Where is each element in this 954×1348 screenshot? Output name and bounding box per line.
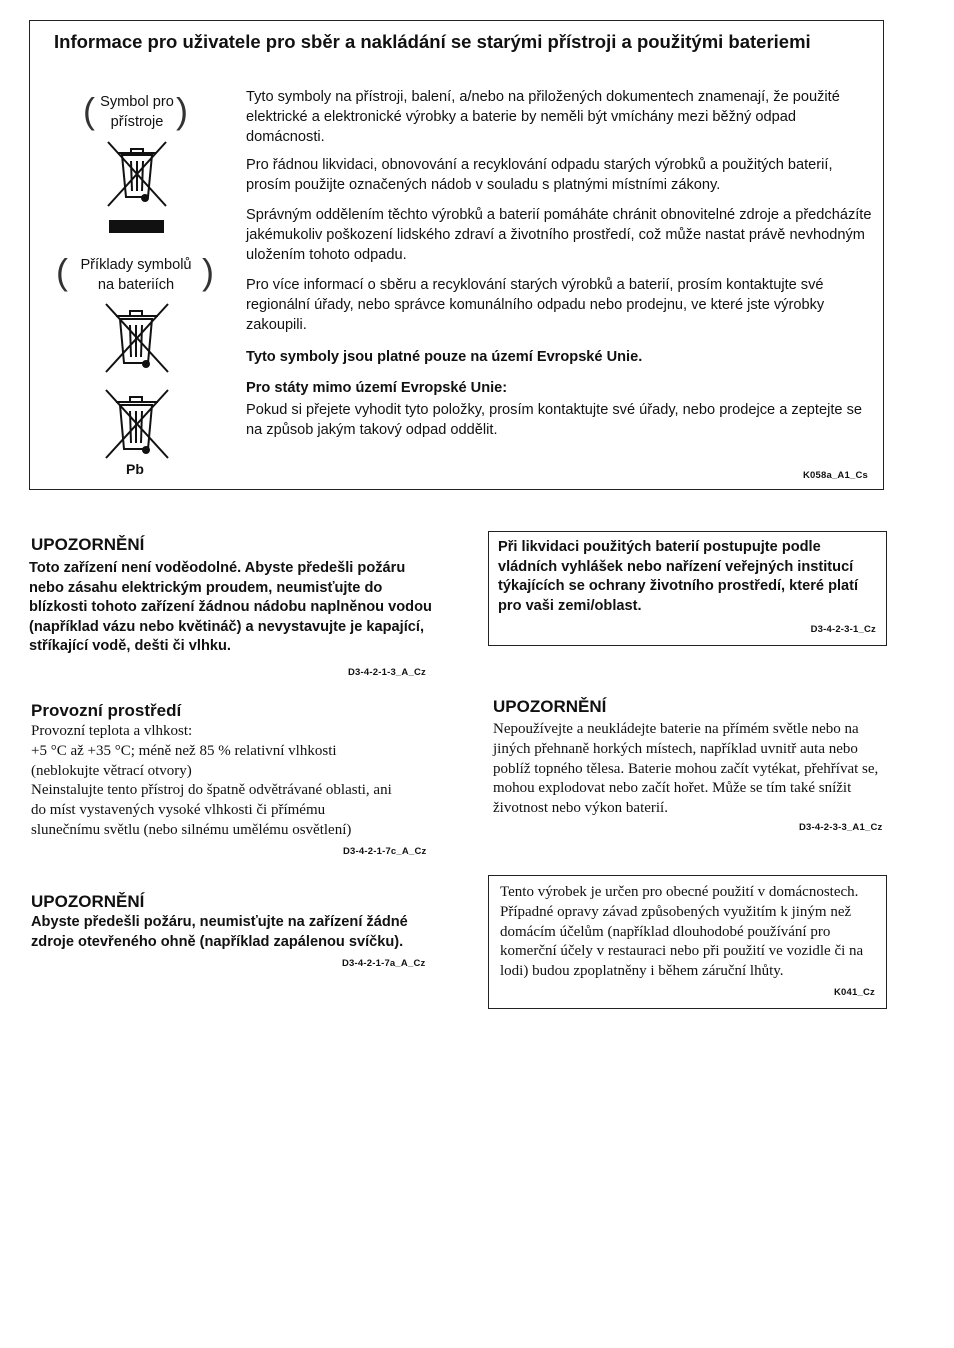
label-line: na bateriích [97,276,175,293]
crossed-out-wheelie-bin-icon [102,387,172,461]
paren-left: ( [83,90,95,131]
warning-1-code: D3-4-2-1-3_A_Cz [348,667,426,678]
warning-1-text: Toto zařízení není voděodolné. Abyste předešli požáru nebo zásahu elektrickým proudem, neumisťujte do blízkosti tohoto zařízení žádnou nádobu naplněnou vodou (například vázu nebo květináč) a nevystavujte je kapající, stříkající vodě, dešti či vlhku. [29,560,432,655]
warning-3-heading: UPOZORNĚNÍ [493,697,607,716]
info-paragraph-1: Tyto symboly na přístroji, balení, a/nebo na přiložených dokumentech znamenají, že použité elektrické a elektronické výrobky a baterie by neměli být vmíchány mezi běžný odpad domácnosti. [246,89,840,145]
usage-notice-box [488,875,887,1009]
warning-3-code: D3-4-2-3-3_A1_Cz [799,822,883,833]
environment-line: +5 °C až +35 °C; méně než 85 % relativní vlhkosti [31,742,337,759]
environment-line: (neblokujte větrací otvory) [31,762,192,779]
environment-text [31,722,441,841]
device-symbol-bar [109,220,164,233]
warning-2-text: Abyste předešli požáru, neumisťujte na zařízení žádné zdroje otevřeného ohně (například zapálenou svíčku). [31,914,408,950]
battery-disposal-text: Při likvidaci použitých baterií postupujte podle vládních vyhlášek nebo nařízení veřejných institucí týkajících se ochrany životního prostředí, které platí pro vaši zemi/oblast. [498,539,859,614]
warning-1-heading: UPOZORNĚNÍ [31,535,145,554]
warning-2-heading: UPOZORNĚNÍ [31,892,145,911]
pb-label: Pb [126,461,144,477]
label-line: Příklady symbolů [80,257,192,273]
paren-right: ) [202,251,214,292]
info-box-code: K058a_A1_Cs [802,470,868,481]
environment-line: slunečnímu světlu (nebo silnému umělému osvětlení) [31,821,352,838]
environment-heading: Provozní prostředí [31,701,182,720]
info-paragraph-3: Správným oddělením těchto výrobků a baterií pomáháte chránit obnovitelné zdroje a předcházíte jakémukoliv poškození lidského zdraví a životního prostředí, což může nastat právě nevhodným uložením tohoto odpadu. [246,207,872,263]
environment-code: D3-4-2-1-7c_A_Cz [343,846,427,857]
info-paragraph-5: Tyto symboly jsou platné pouze na území Evropské Unie. [246,349,643,365]
battery-symbol-label [64,256,208,295]
info-paragraph-2: Pro řádnou likvidaci, obnovování a recyklování odpadu starých výrobků a použitých baterií, prosím použijte označených nádob v souladu s platnými místními zákony. [246,157,833,193]
environment-line: Neinstalujte tento přístroj do špatně odvětrávané oblasti, ani [31,782,392,799]
warning-2-code: D3-4-2-1-7a_A_Cz [342,958,426,969]
usage-notice-text: Tento výrobek je určen pro obecné použití v domácnostech. Případné opravy závad způsobených využitím k jiným než domácím účelům (například dlouhodobé používání pro komerční účely v restauraci nebo při použití ve vozidle či na lodi) budou zpoplatněny i během záruční lhůty. [500,884,864,980]
info-paragraph-4: Pro více informací o sběru a recyklování starých výrobků a baterií, prosím kontaktujte své regionální úřady, nebo správce komunálního odpadu nebo prodejnu, ve které jste výrobky zakoupili. [246,277,825,333]
crossed-out-wheelie-bin-icon [104,139,170,209]
info-box-title: Informace pro uživatele pro sběr a nakládání se starými přístroji a použitými bateriemi [54,31,811,52]
device-symbol-label [88,90,188,132]
paren-right: ) [176,90,188,131]
warning-3-text: Nepoužívejte a neukládejte baterie na přímém světle nebo na jiných přehnaně horkých místech, například uvnitř auta nebo poblíž topného tělesa. Baterie mohou začít vytékat, přehřívat se, mohou explodovat nebo začít hořet. Může se tím také snížit životnost nebo výkon baterií. [493,721,879,817]
environment-line: Provozní teplota a vlhkost: [31,723,193,739]
battery-disposal-code: D3-4-2-3-1_Cz [810,624,876,635]
crossed-out-wheelie-bin-icon [102,301,172,375]
disposal-info-box [29,20,884,490]
info-paragraph-6-heading: Pro státy mimo území Evropské Unie: [246,380,508,396]
environment-line: do míst vystavených vysoké vlhkosti či přímému [31,802,326,819]
label-line: Symbol pro [100,94,174,110]
battery-disposal-box [488,531,887,646]
paren-left: ( [56,251,68,292]
info-paragraph-6: Pokud si přejete vyhodit tyto položky, prosím kontaktujte své úřady, nebo prodejce a zeptejte se na způsob jakým takový odpad oddělit. [246,402,862,438]
usage-notice-code: K041_Cz [833,987,875,998]
label-line: přístroje [110,113,164,130]
